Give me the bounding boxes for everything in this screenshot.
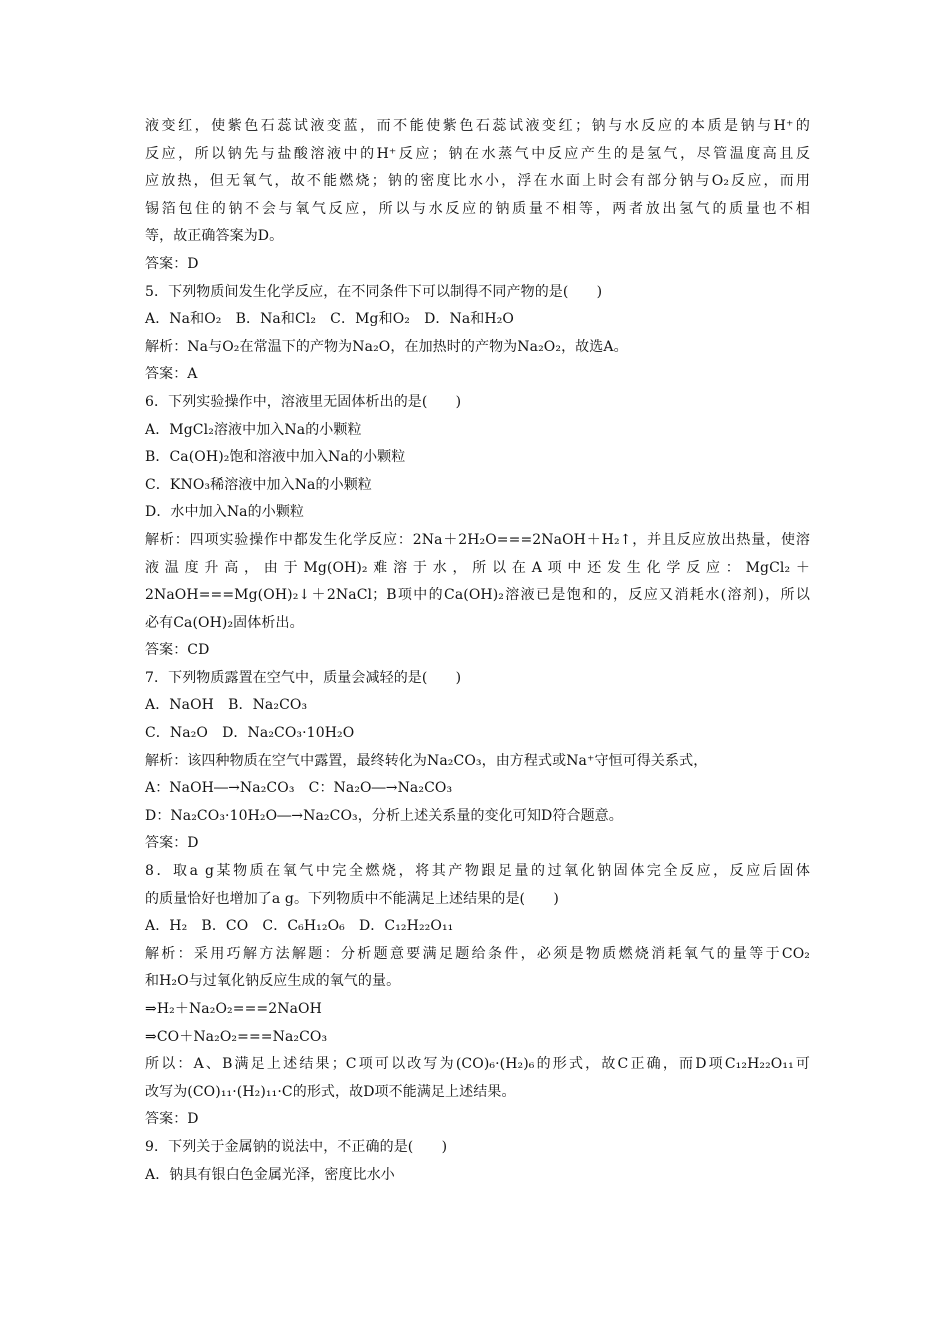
text-line: ⇒CO＋Na₂O₂===Na₂CO₃ xyxy=(145,1028,328,1045)
text-line: 的质量恰好也增加了a g。下列物质中不能满足上述结果的是( ) xyxy=(145,890,559,907)
text-line: B．Ca(OH)₂饱和溶液中加入Na的小颗粒 xyxy=(145,449,406,466)
text-line: 解析：采用巧解方法解题：分析题意要满足题给条件，必须是物质燃烧消耗氧气的量等于CO₂ xyxy=(145,945,810,962)
text-line: 反应，所以钠先与盐酸溶液中的H⁺反应；钠在水蒸气中反应产生的是氢气，尽管温度高且反 xyxy=(145,145,810,162)
text-line: 改写为(CO)₁₁·(H₂)₁₁·C的形式，故D项不能满足上述结果。 xyxy=(145,1083,516,1100)
text-line: 5．下列物质间发生化学反应，在不同条件下可以制得不同产物的是( ) xyxy=(145,283,603,300)
text-line: 必有Ca(OH)₂固体析出。 xyxy=(145,614,304,631)
text-line: 等，故正确答案为D。 xyxy=(145,228,284,245)
text-line: A．钠具有银白色金属光泽，密度比水小 xyxy=(145,1166,395,1183)
text-line: 液温度升高，由于Mg(OH)₂难溶于水，所以在A项中还发生化学反应：MgCl₂＋ xyxy=(145,559,810,576)
text-line: 答案：D xyxy=(145,1111,199,1128)
text-line: 解析：四项实验操作中都发生化学反应：2Na＋2H₂O===2NaOH＋H₂↑，并且反应放出热量，使溶 xyxy=(145,531,810,548)
text-line: A．H₂ B．CO C．C₆H₁₂O₆ D．C₁₂H₂₂O₁₁ xyxy=(145,918,454,935)
text-line: 液变红，使紫色石蕊试液变蓝，而不能使紫色石蕊试液变红；钠与水反应的本质是钠与H⁺的 xyxy=(145,118,810,134)
text-line: 锡箔包住的钠不会与氧气反应，所以与水反应的钠质量不相等，两者放出氢气的质量也不相 xyxy=(145,200,810,217)
text-line: 应放热，但无氧气，故不能燃烧；钠的密度比水小，浮在水面上时会有部分钠与O₂反应，而用 xyxy=(145,173,810,190)
text-line: 解析：Na与O₂在常温下的产物为Na₂O，在加热时的产物为Na₂O₂，故选A。 xyxy=(145,338,628,355)
text-line: C．Na₂O D．Na₂CO₃·10H₂O xyxy=(145,725,355,742)
text-line: 2NaOH===Mg(OH)₂↓＋2NaCl；B项中的Ca(OH)₂溶液已是饱和的，反应又消耗水(溶剂)，所以 xyxy=(145,587,810,604)
text-line: 答案：D xyxy=(145,835,199,852)
text-line: 6．下列实验操作中，溶液里无固体析出的是( ) xyxy=(145,393,462,410)
text-line: ⇒H₂＋Na₂O₂===2NaOH xyxy=(145,1001,322,1017)
text-line: A．NaOH B．Na₂CO₃ xyxy=(145,697,308,714)
text-line: 答案：D xyxy=(145,255,199,272)
text-line: 答案：A xyxy=(145,366,198,383)
text-line: A．Na和O₂ B．Na和Cl₂ C．Mg和O₂ D．Na和H₂O xyxy=(145,311,515,328)
text-line: A：NaOH―→Na₂CO₃ C：Na₂O―→Na₂CO₃ xyxy=(145,780,453,797)
text-line: 8．取a g某物质在氧气中完全燃烧，将其产物跟足量的过氧化钠固体完全反应，反应后固体 xyxy=(145,863,810,880)
text-line: D：Na₂CO₃·10H₂O―→Na₂CO₃，分析上述关系量的变化可知D符合题意。 xyxy=(145,807,623,824)
text-line: A．MgCl₂溶液中加入Na的小颗粒 xyxy=(145,421,362,438)
text-line: D．水中加入Na的小颗粒 xyxy=(145,504,305,521)
text-line: 和H₂O与过氧化钠反应生成的氧气的量。 xyxy=(145,973,401,990)
text-line: 7．下列物质露置在空气中，质量会减轻的是( ) xyxy=(145,669,462,686)
text-line: C．KNO₃稀溶液中加入Na的小颗粒 xyxy=(145,476,372,493)
document-body xyxy=(145,113,810,1189)
text-line: 所以：A、B满足上述结果；C项可以改写为(CO)₆·(H₂)₆的形式，故C正确，而D项C₁₂H₂₂O₁₁可 xyxy=(145,1056,810,1073)
text-line: 9．下列关于金属钠的说法中，不正确的是( ) xyxy=(145,1138,448,1155)
text-line: 答案：CD xyxy=(145,642,210,659)
text-line: 解析：该四种物质在空气中露置，最终转化为Na₂CO₃，由方程式或Na⁺守恒可得关系式， xyxy=(145,752,708,769)
